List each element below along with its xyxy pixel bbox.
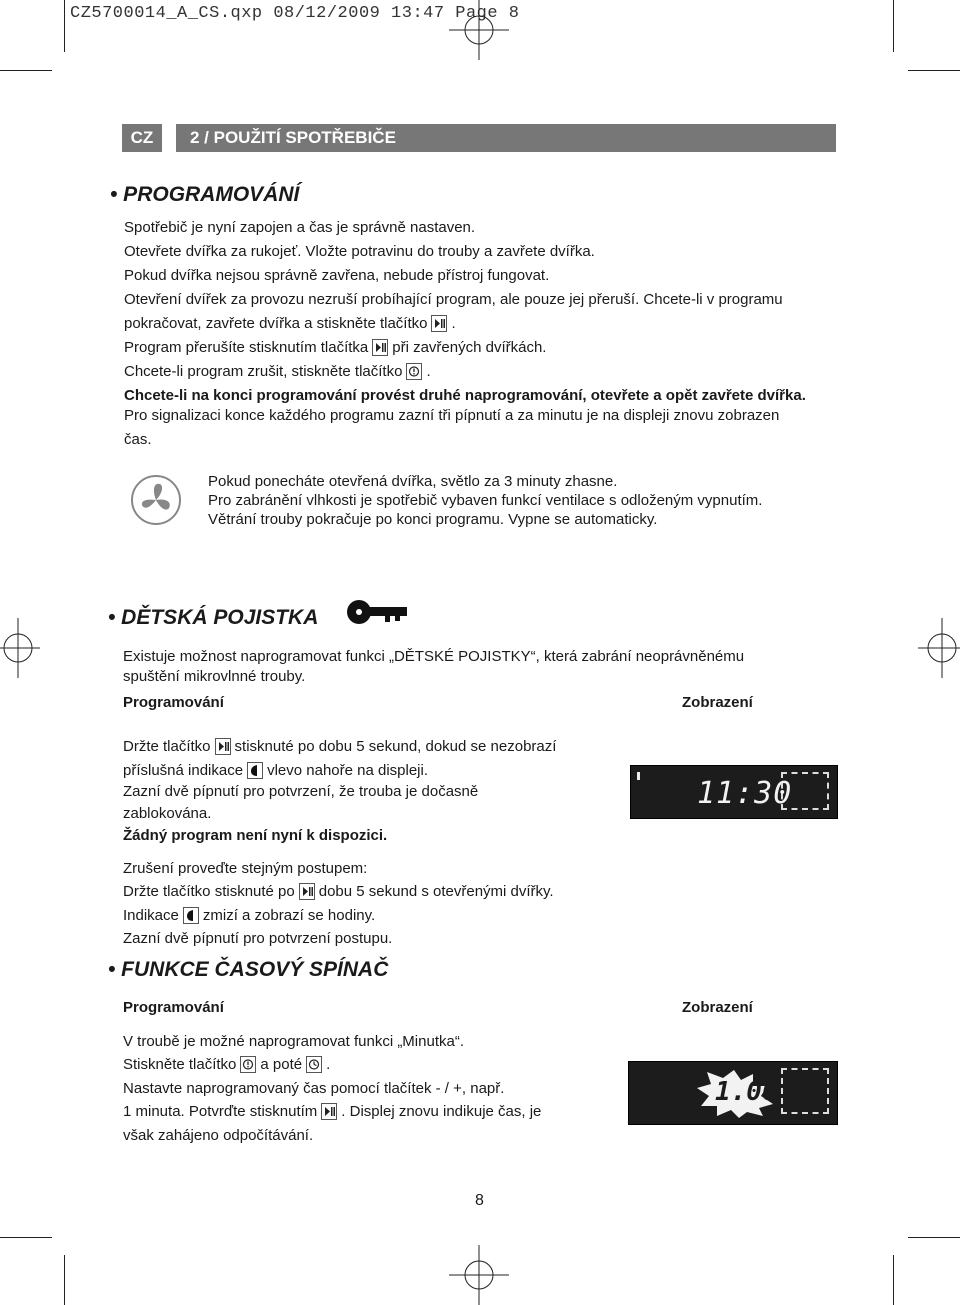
text-line <box>123 906 375 926</box>
text-segment: příslušná indikace <box>123 762 244 779</box>
text-segment: pokračovat, zavřete dvířka a stiskněte tlačítko <box>124 315 428 332</box>
text-segment: . <box>326 1056 331 1073</box>
text-line <box>123 761 428 781</box>
start-pause-button-icon <box>431 315 447 332</box>
text-line: Otevřete dvířka za rukojeť. Vložte potravinu do trouby a zavřete dvířka. <box>124 243 595 260</box>
text-segment: . Displej znovu indikuje čas, je <box>341 1103 542 1120</box>
text-line: Otevření dvířek za provozu nezruší probíhající program, ale pouze jej přeruší. Chcete-li v programu <box>124 291 783 308</box>
crop-mark <box>908 1237 960 1238</box>
text-segment: Stiskněte tlačítko <box>123 1056 237 1073</box>
column-header-programming: Programování <box>123 694 224 711</box>
fan-note-line: Pro zabránění vlhkosti je spotřebič vybaven funkcí ventilace s odloženým vypnutím. <box>208 492 763 509</box>
crop-mark <box>893 0 894 52</box>
text-line: Pro signalizaci konce každého programu zazní tři pípnutí a za minutu je na displeji znovu zobrazen <box>124 407 780 424</box>
text-line: Spotřebič je nyní zapojen a čas je správně nastaven. <box>124 219 476 236</box>
display-time: 1.00 <box>715 1077 778 1107</box>
column-header-programming: Programování <box>123 999 224 1016</box>
start-pause-button-icon <box>372 339 388 356</box>
text-segment: dobu 5 sekund s otevřenými dvířky. <box>318 883 554 900</box>
text-segment: vlevo nahoře na displeji. <box>267 762 429 779</box>
crop-mark <box>64 1255 65 1305</box>
start-pause-button-icon <box>321 1103 337 1120</box>
text-line: Nastavte naprogramovaný čas pomocí tlačítek - / +, např. <box>123 1080 505 1097</box>
text-segment: . <box>451 315 456 332</box>
text-segment: Držte tlačítko <box>123 738 211 755</box>
text-line-bold: Žádný program není nyní k dispozici. <box>123 827 388 844</box>
lock-indicator-icon <box>247 762 263 779</box>
registration-mark-icon <box>918 618 960 678</box>
text-line <box>124 362 431 382</box>
display-segment-frame <box>781 1068 829 1114</box>
crop-mark <box>908 70 960 71</box>
text-line <box>123 882 554 902</box>
text-line: čas. <box>124 431 152 448</box>
text-segment: Chcete-li program zrušit, stiskněte tlačítko <box>124 363 403 380</box>
text-line <box>124 314 456 334</box>
text-line <box>123 1102 541 1122</box>
display-time: 11:30 <box>697 776 793 811</box>
column-header-display: Zobrazení <box>682 999 753 1016</box>
start-pause-button-icon <box>215 738 231 755</box>
fan-note-line: Větrání trouby pokračuje po konci programu. Vypne se automaticky. <box>208 511 658 528</box>
text-line: zablokována. <box>123 805 212 822</box>
stop-button-icon <box>406 363 422 380</box>
child-lock-intro: spuštění mikrovlnné trouby. <box>123 668 306 685</box>
print-slug: CZ5700014_A_CS.qxp 08/12/2009 13:47 Page 8 <box>70 4 520 23</box>
fan-note-line: Pokud ponecháte otevřená dvířka, světlo za 3 minuty zhasne. <box>208 473 618 490</box>
text-line: V troubě je možné naprogramovat funkci „Minutka“. <box>123 1033 464 1050</box>
text-segment: . <box>426 363 431 380</box>
fan-icon <box>128 472 184 528</box>
lock-indicator-icon <box>183 907 199 924</box>
stop-button-icon <box>240 1056 256 1073</box>
text-segment: při zavřených dvířkách. <box>392 339 547 356</box>
text-line <box>123 737 556 757</box>
text-segment: Indikace <box>123 907 179 924</box>
text-line <box>123 1055 330 1075</box>
display-segment-frame <box>781 772 829 810</box>
oven-display-timer <box>628 1061 838 1125</box>
child-lock-intro: Existuje možnost naprogramovat funkci „DĚTSKÉ POJISTKY“, která zabrání neoprávněnému <box>123 648 745 665</box>
text-line: Zazní dvě pípnutí pro potvrzení postupu. <box>123 930 393 947</box>
start-pause-button-icon <box>299 883 315 900</box>
clock-button-icon <box>306 1056 322 1073</box>
text-segment: Program přerušíte stisknutím tlačítka <box>124 339 369 356</box>
crop-mark <box>64 0 65 52</box>
text-segment: Držte tlačítko stisknuté po <box>123 883 295 900</box>
text-line <box>124 338 546 358</box>
section-heading-timer: • FUNKCE ČASOVÝ SPÍNAČ <box>108 958 389 981</box>
key-icon <box>345 597 409 627</box>
crop-mark <box>893 1255 894 1305</box>
text-line: Zazní dvě pípnutí pro potvrzení, že trouba je dočasně <box>123 783 479 800</box>
registration-mark-icon <box>0 618 40 678</box>
text-line: Pokud dvířka nejsou správně zavřena, nebude přístroj fungovat. <box>124 267 550 284</box>
crop-mark <box>0 70 52 71</box>
text-segment: stisknuté po dobu 5 sekund, dokud se nezobrazí <box>234 738 557 755</box>
column-header-display: Zobrazení <box>682 694 753 711</box>
text-line: však zahájeno odpočítávání. <box>123 1127 314 1144</box>
registration-mark-icon <box>449 0 509 60</box>
language-tag: CZ <box>122 124 162 152</box>
text-line: Zrušení proveďte stejným postupem: <box>123 860 368 877</box>
section-heading-programming: • PROGRAMOVÁNÍ <box>110 183 300 206</box>
registration-mark-icon <box>449 1245 509 1305</box>
page-number: 8 <box>475 1192 484 1209</box>
lock-indicator-segment <box>637 772 640 780</box>
crop-mark <box>0 1237 52 1238</box>
chapter-title: 2 / POUŽITÍ SPOTŘEBIČE <box>176 124 836 152</box>
section-heading-child-lock: • DĚTSKÁ POJISTKA <box>108 606 319 629</box>
text-line-bold: Chcete-li na konci programování provést druhé naprogramování, otevřete a opět zavřete dvířka. <box>124 387 806 404</box>
text-segment: 1 minuta. Potvrďte stisknutím <box>123 1103 318 1120</box>
text-segment: a poté <box>260 1056 303 1073</box>
text-segment: zmizí a zobrazí se hodiny. <box>202 907 376 924</box>
oven-display-lock <box>630 765 838 819</box>
